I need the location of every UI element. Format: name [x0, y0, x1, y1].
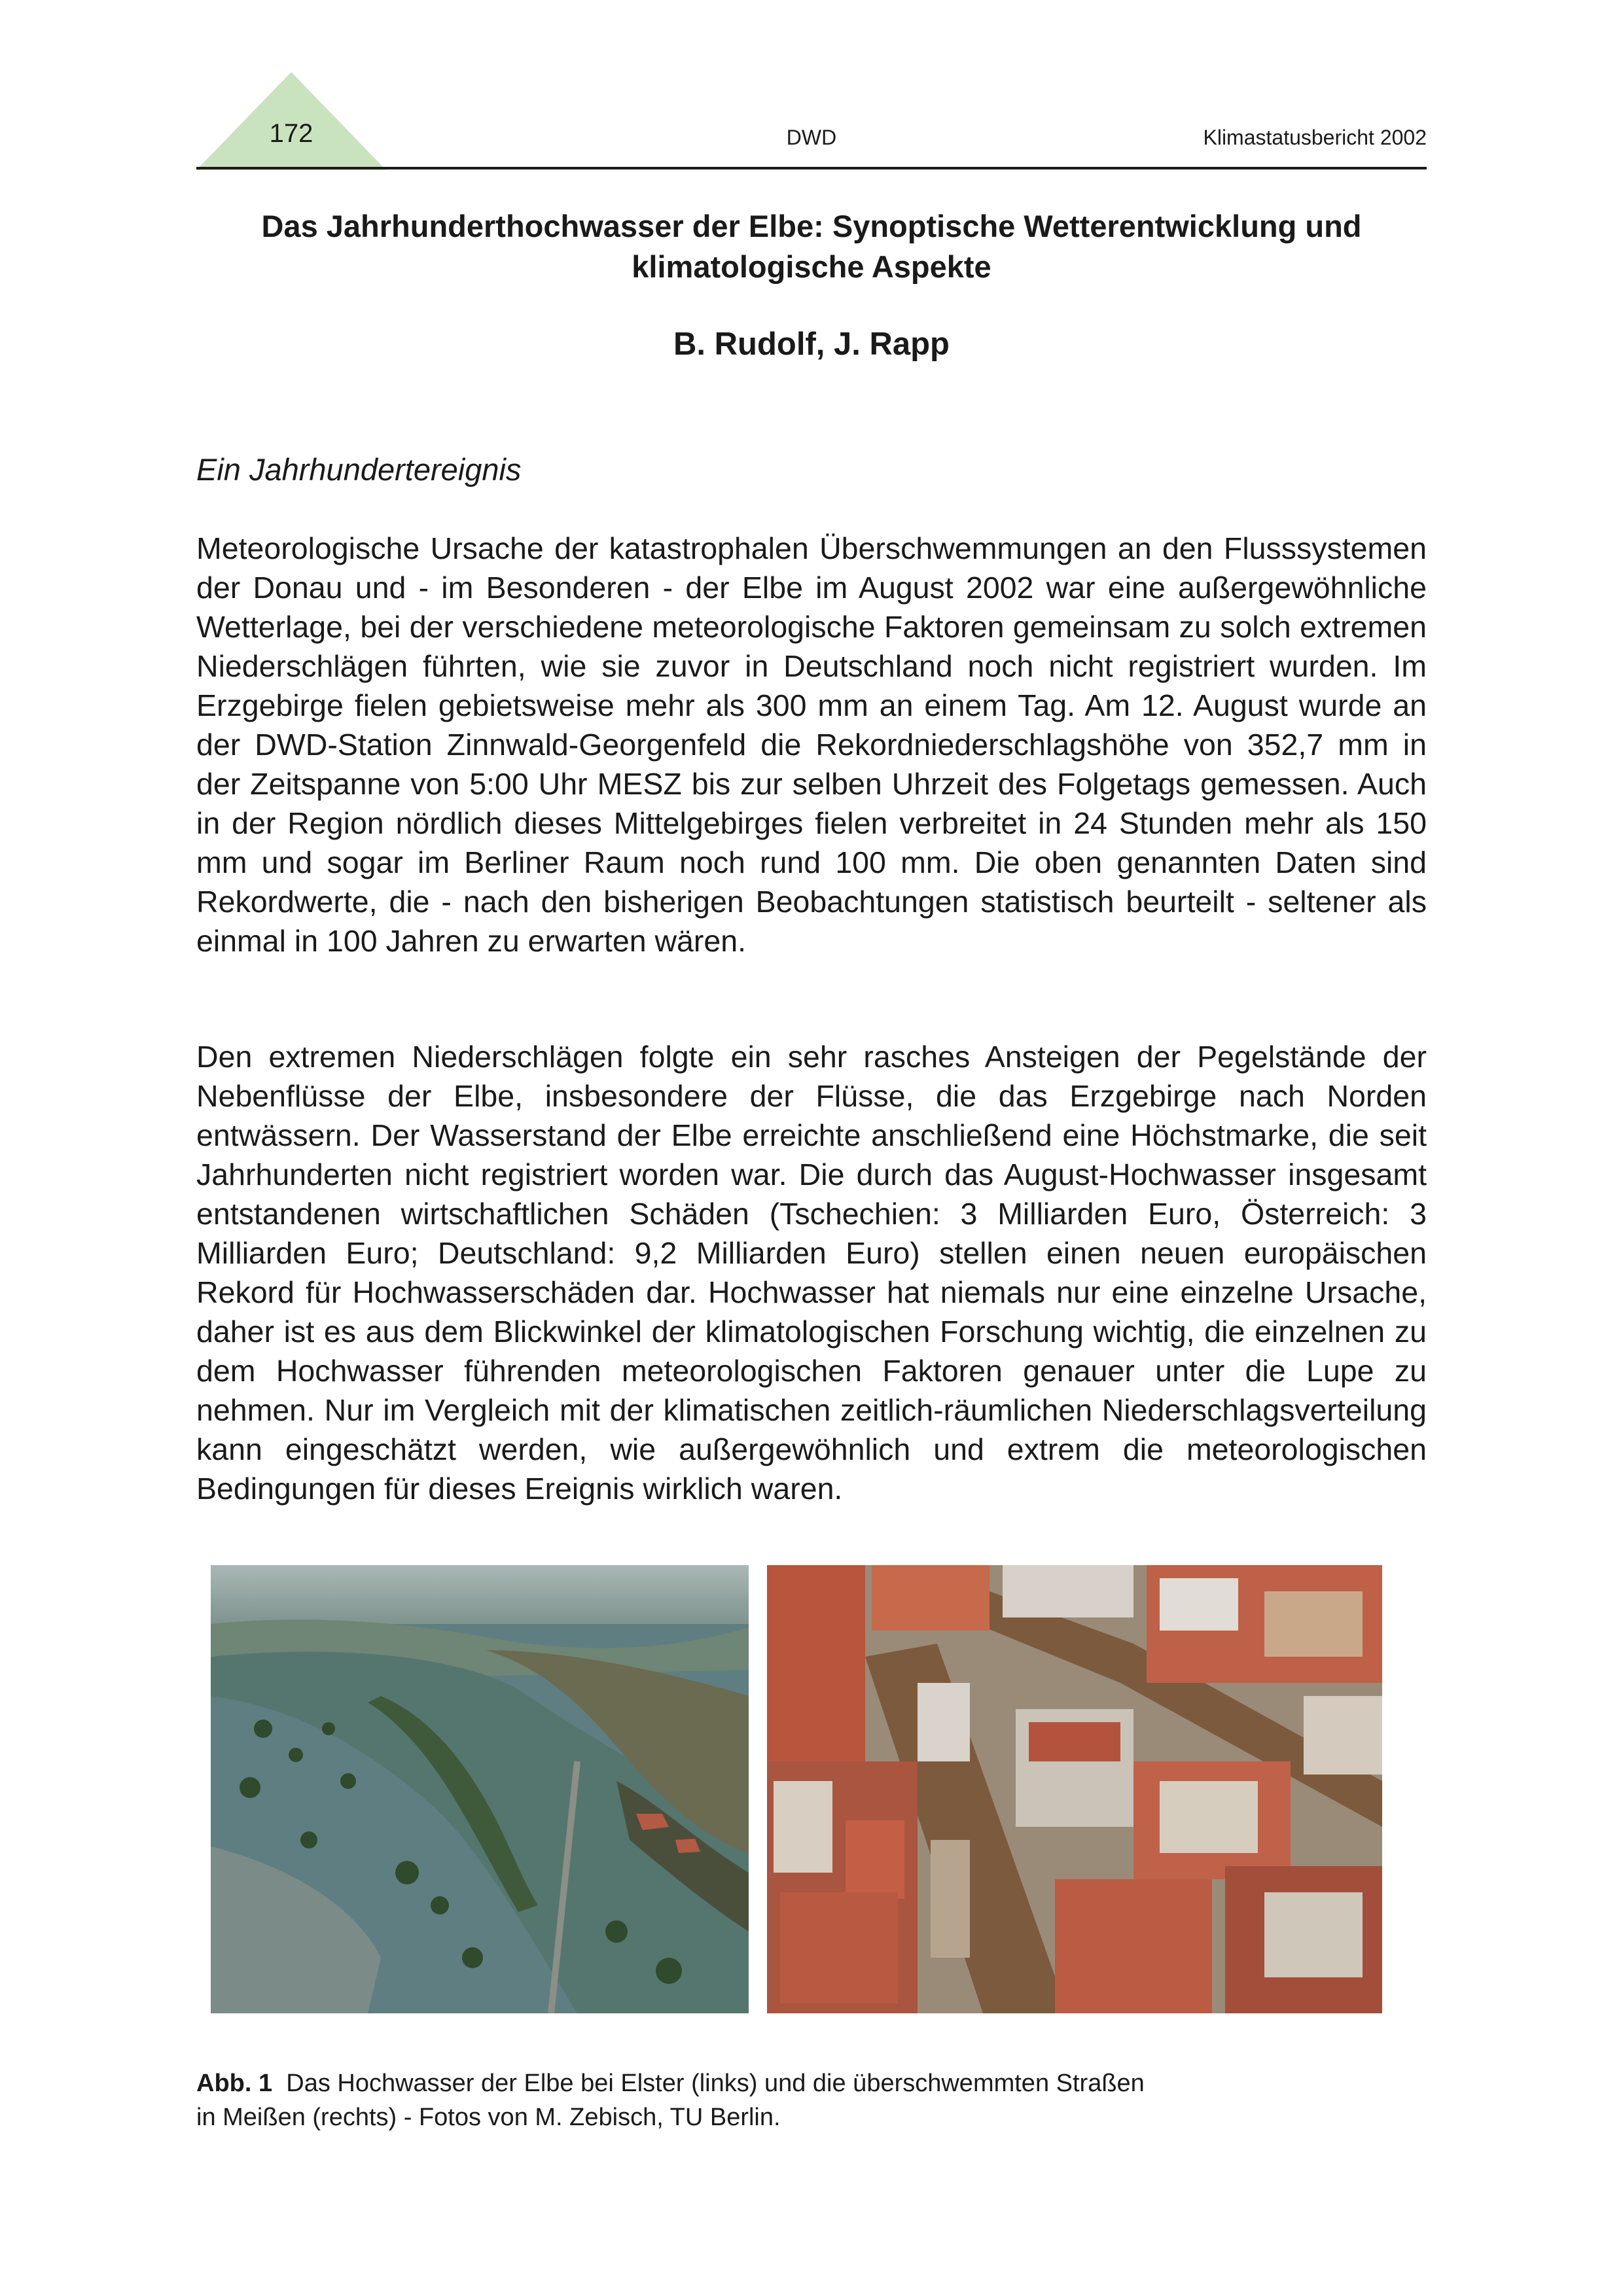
- body-paragraph-1: Meteorologische Ursache der katastrophalen Überschwemmungen an den Flusssystemen der Donau und - im Besonderen - der Elbe im August 2002 war eine außergewöhnliche Wetterlage, bei der verschiedene meteorologische Faktoren gemeinsam zu solch extremen Niederschlägen führten, wie sie zuvor in Deutschland noch nicht registriert wurden. Im Erzgebirge fielen gebietsweise mehr als 300 mm an einem Tag. Am 12. August wurde an der DWD-Station Zinnwald-Georgenfeld die Rekordniederschlagshöhe von 352,7 mm in der Zeitspanne von 5:00 Uhr MESZ bis zur selben Uhrzeit des Folgetags gemessen. Auch in der Region nördlich dieses Mittelgebirges fielen verbreitet in 24 Stunden mehr als 150 mm und sogar im Berliner Raum noch rund 100 mm. Die oben genannten Daten sind Rekordwerte, die - nach den bisherigen Beobachtungen statistisch beurteilt - seltener als einmal in 100 Jahren zu erwarten wären.: [196, 531, 1427, 958]
- publication-title: Klimastatusbericht 2002: [1203, 126, 1427, 149]
- section-heading: Ein Jahrhundertereignis: [196, 452, 522, 487]
- article-title-line-1: Das Jahrhunderthochwasser der Elbe: Synoptische Wetterentwicklung und: [261, 209, 1362, 243]
- flood-photo-elster: [211, 1565, 749, 2013]
- page-number: 172: [269, 119, 313, 148]
- article-authors: B. Rudolf, J. Rapp: [673, 327, 950, 362]
- figure-caption-line-1: [196, 2066, 1309, 2100]
- publisher-label: DWD: [786, 126, 837, 149]
- figure-caption-label: Abb. 1: [196, 2070, 273, 2097]
- body-paragraph-2: Den extremen Niederschlägen folgte ein sehr rasches Ansteigen der Pegelstände der Nebenflüsse der Elbe, insbesondere der Flüsse, die das Erzgebirge nach Norden entwässern. Der Wasserstand der Elbe erreichte anschließend eine Höchstmarke, die seit Jahrhunderten nicht registriert worden war. Die durch das August-Hochwasser insgesamt entstandenen wirtschaftlichen Schäden (Tschechien: 3 Milliarden Euro, Österreich: 3 Milliarden Euro; Deutschland: 9,2 Milliarden Euro) stellen einen neuen europäischen Rekord für Hochwasserschäden dar. Hochwasser hat niemals nur eine einzelne Ursache, daher ist es aus dem Blickwinkel der klimatologischen Forschung wichtig, die einzelnen zu dem Hochwasser führenden meteorologischen Faktoren genauer unter die Lupe zu nehmen. Nur im Vergleich mit der klimatischen zeitlich-räumlichen Niederschlagsverteilung kann eingeschätzt werden, wie außergewöhnlich und extrem die meteorologischen Bedingungen für dieses Ereignis wirklich waren.: [196, 1040, 1427, 1506]
- figure-caption: [196, 2066, 1309, 2134]
- figure-caption-text-1: Das Hochwasser der Elbe bei Elster (links) und die überschwemmten Straßen: [286, 2070, 1145, 2097]
- header-rule: [196, 167, 1427, 169]
- flood-photo-meissen: [767, 1565, 1382, 2013]
- figure-caption-line-2: in Meißen (rechts) - Fotos von M. Zebisch, TU Berlin.: [196, 2104, 781, 2131]
- article-title-line-2: klimatologische Aspekte: [632, 249, 991, 284]
- page-header: [196, 72, 1427, 170]
- article-title: [196, 206, 1427, 287]
